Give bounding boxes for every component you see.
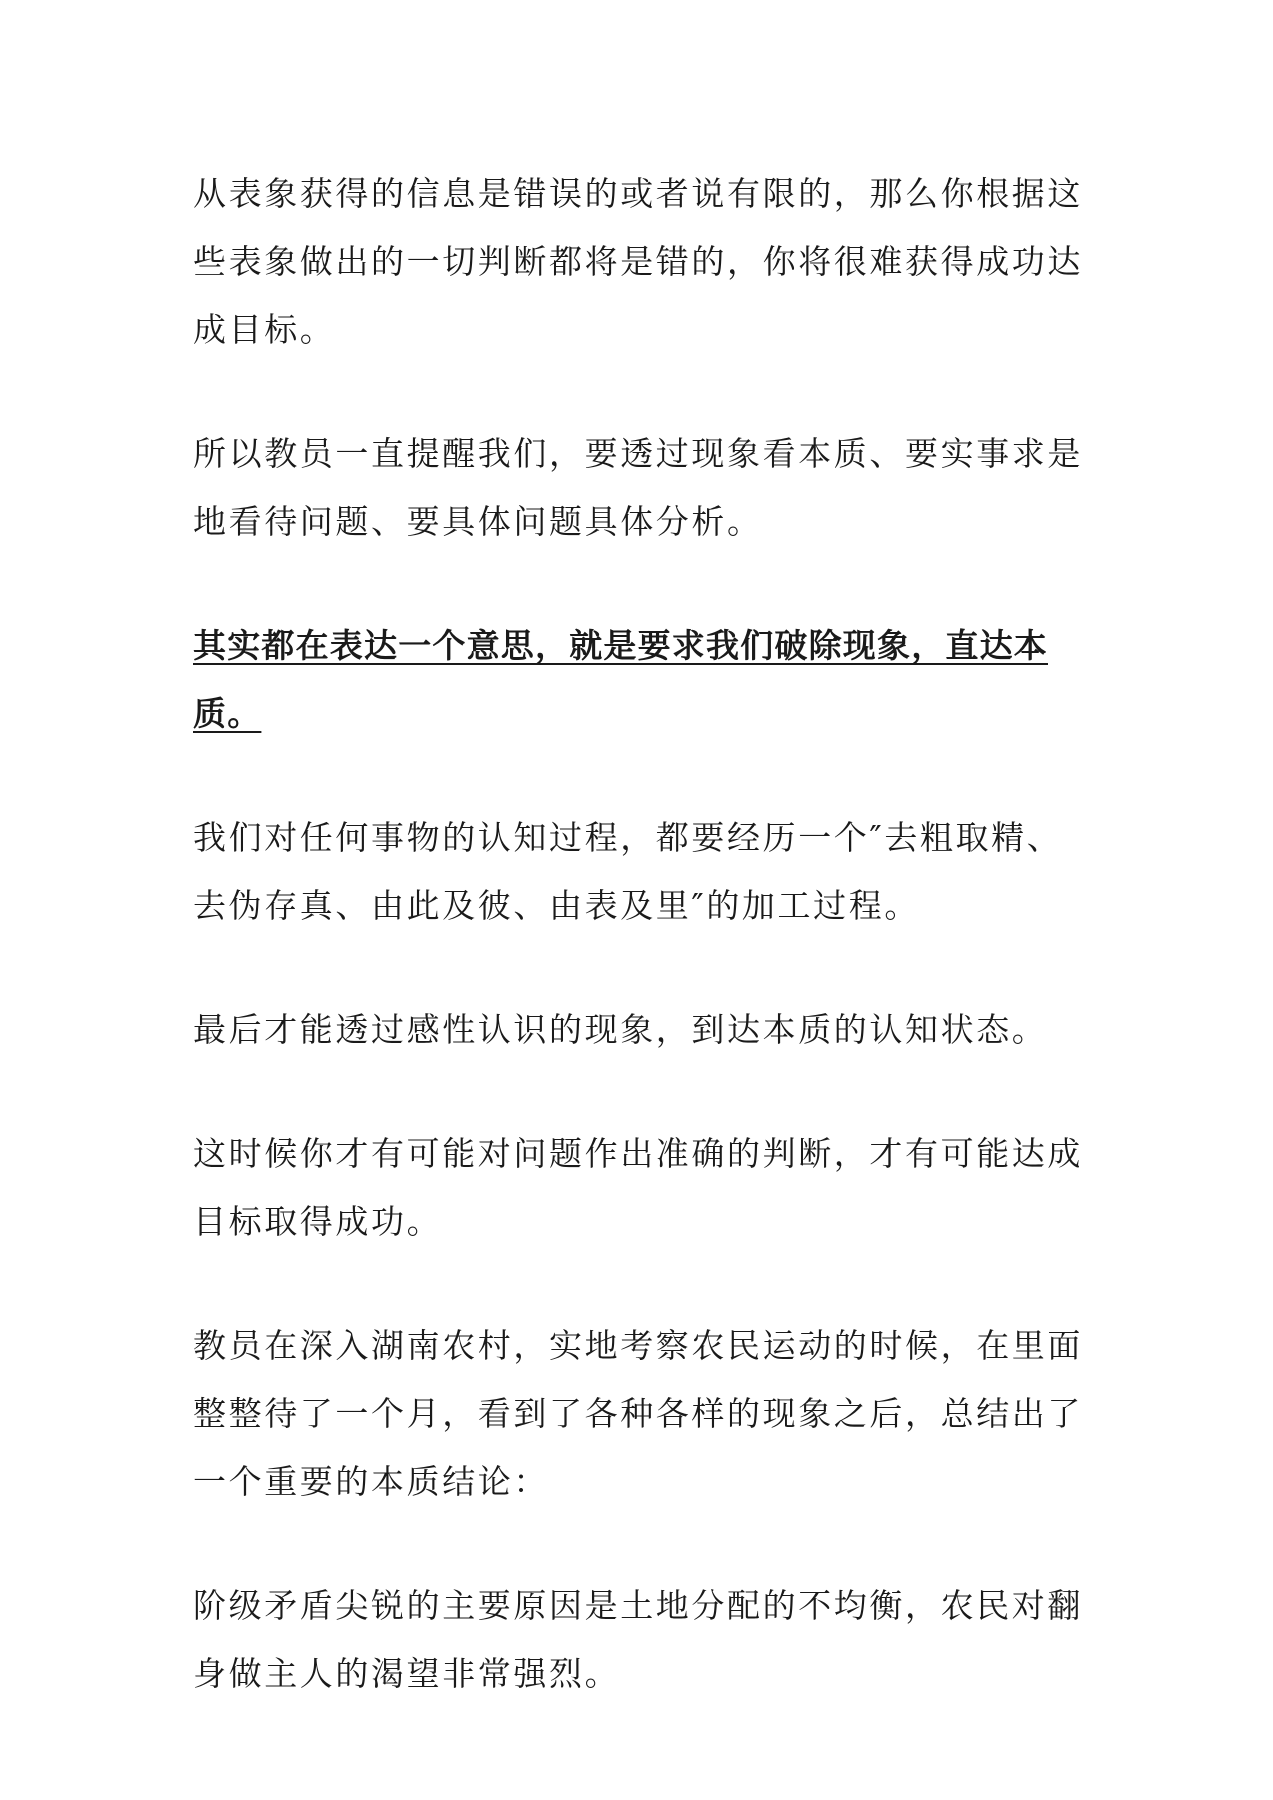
paragraph-7: 教员在深入湖南农村，实地考察农民运动的时候，在里面整整待了一个月，看到了各种各样的现象之后，总结出了一个重要的本质结论： <box>193 1326 1083 1501</box>
paragraph-8: 阶级矛盾尖锐的主要原因是土地分配的不均衡，农民对翻身做主人的渴望非常强烈。 <box>193 1586 1083 1693</box>
paragraph-4: 我们对任何事物的认知过程，都要经历一个″去粗取精、去伪存真、由此及彼、由表及里″的加工过程。 <box>193 818 1063 925</box>
paragraph-6: 这时候你才有可能对问题作出准确的判断，才有可能达成目标取得成功。 <box>193 1134 1083 1241</box>
emphasized-paragraph: 其实都在表达一个意思，就是要求我们破除现象，直达本质。 <box>193 626 1048 733</box>
paragraph-1: 从表象获得的信息是错误的或者说有限的，那么你根据这些表象做出的一切判断都将是错的，你将很难获得成功达成目标。 <box>193 174 1083 349</box>
document-body <box>193 160 1083 1764</box>
paragraph-5: 最后才能透过感性认识的现象，到达本质的认知状态。 <box>193 1010 1048 1049</box>
paragraph-2: 所以教员一直提醒我们，要透过现象看本质、要实事求是地看待问题、要具体问题具体分析。 <box>193 434 1083 541</box>
